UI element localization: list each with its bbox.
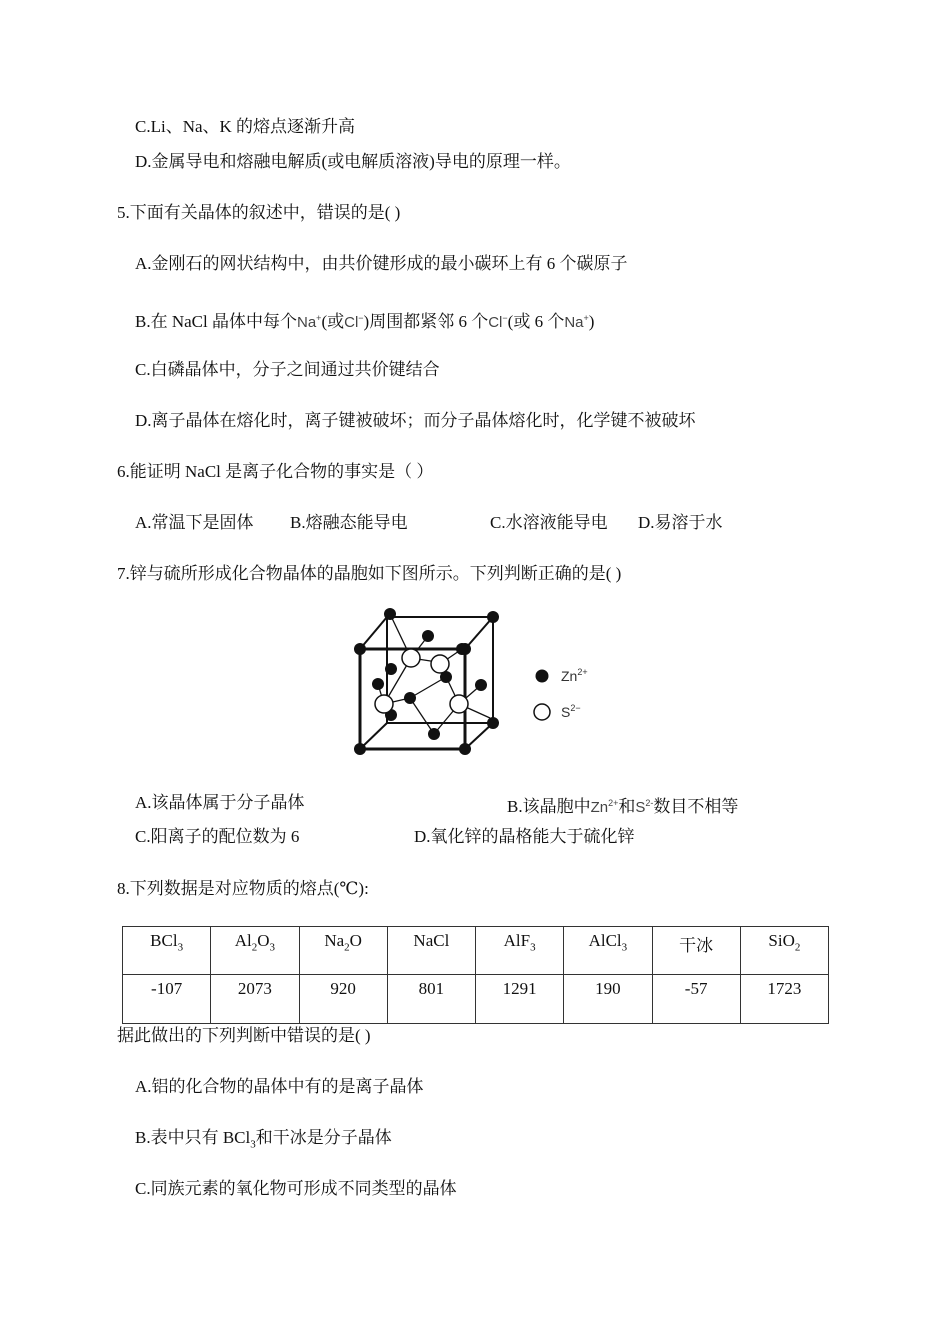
q8-option-a: A.铝的化合物的晶体中有的是离子晶体 [135,1077,424,1096]
legend-s-marker [534,704,550,720]
legend-s-label: $S^{2-}$ [561,703,581,720]
table-cell: 920 [299,975,387,1024]
q6-option-d: D.易溶于水 [638,513,723,532]
table-header-cell: $Al_2O_3$ [211,927,299,975]
table-header-cell: AlCl$_3$ [564,927,652,975]
ion-na: Na+ [296,313,322,331]
q4-option-c: C.Li、Na、K 的熔点逐渐升高 [135,117,356,136]
q7-b-text: B.该晶胞中 [507,797,591,816]
q7-b-text: 数目不相等 [653,797,739,816]
table-header-cell: BCl$_3$ [123,927,211,975]
q7-option-b [507,792,738,819]
q8-option-b [135,1127,392,1155]
q5-option-c: C.白磷晶体中，分子之间通过共价键结合 [135,360,440,379]
table-cell: 801 [387,975,475,1024]
table-header-cell: AlF$_3$ [476,927,564,975]
legend-zn-label: $Zn^{2+}$ [561,667,588,684]
q5-option-b [135,307,594,334]
table-cell: 1723 [740,975,828,1024]
table-header-cell: $Na_2O$ [299,927,387,975]
ion-cl: Cl− [488,313,508,331]
q7-option-c: C.阳离子的配位数为 6 [135,827,300,846]
ion-s: $S^{2-}$ [635,798,654,816]
q8-stem: 8.下列数据是对应物质的熔点(℃): [117,879,369,898]
q7-option-d: D.氧化锌的晶格能大于硫化锌 [414,827,635,846]
q5-b-text: B.在 NaCl 晶体中每个 [135,312,297,331]
q5-stem: 5.下面有关晶体的叙述中，错误的是( ) [117,203,401,222]
table-cell: 190 [564,975,652,1024]
q8-b-text: 和干冰是分子晶体 [255,1128,392,1147]
q5-option-d: D.离子晶体在熔化时，离子键被破坏；而分子晶体熔化时，化学键不被破坏 [135,411,696,430]
table-cell: 1291 [476,975,564,1024]
q5-b-text: ) [588,312,595,331]
table-cell: -107 [123,975,211,1024]
ion-na: Na+ [564,313,589,331]
table-header-cell: SiO$_2$ [740,927,828,975]
q7-stem: 7.锌与硫所形成化合物晶体的晶胞如下图所示。下列判断正确的是( ) [117,564,622,583]
q6-option-b: B.熔融态能导电 [290,513,408,532]
q7-option-a: A.该晶体属于分子晶体 [135,793,305,812]
q5-b-text: (或 [321,312,345,331]
ion-zn: $Zn^{2+}$ [590,798,619,816]
table-header-cell: NaCl [387,927,475,975]
legend-zn-marker [536,670,549,683]
q6-stem: 6.能证明 NaCl 是离子化合物的事实是（ ） [117,462,434,481]
ion-cl: Cl− [344,313,364,331]
zns-unit-cell-diagram [345,604,615,764]
q5-option-a: A.金刚石的网状结构中，由共价键形成的最小碳环上有 6 个碳原子 [135,254,628,273]
q8-question: 据此做出的下列判断中错误的是( ) [117,1026,371,1045]
q8-b-sub: 3 [250,1138,256,1151]
q6-option-c: C.水溶液能导电 [490,513,608,532]
table-header-cell: 干冰 [652,927,740,975]
q4-option-d: D.金属导电和熔融电解质(或电解质溶液)导电的原理一样。 [135,152,571,171]
q6-option-a: A.常温下是固体 [135,513,254,532]
q8-b-text: B.表中只有 BCl [135,1128,251,1147]
table-cell: 2073 [211,975,299,1024]
melting-point-table [122,926,829,1024]
table-row [123,975,829,1024]
table-header-row [123,927,829,975]
q8-option-c: C.同族元素的氧化物可形成不同类型的晶体 [135,1179,457,1198]
s-ions [375,649,468,713]
table-cell: -57 [652,975,740,1024]
q7-b-text: 和 [618,797,636,816]
q5-b-text: )周围都紧邻 6 个 [363,312,489,331]
q5-b-text: (或 6 个 [507,312,565,331]
